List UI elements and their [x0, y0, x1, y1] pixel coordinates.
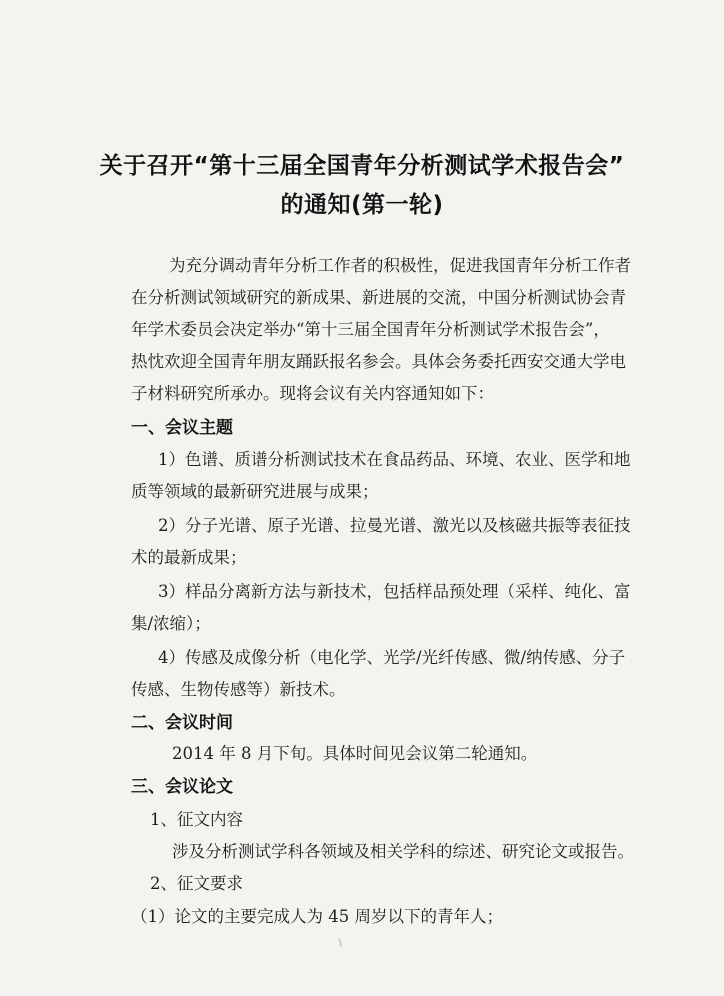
intro-line-2: 在分析测试领域研究的新成果、新进展的交流，中国分析测试协会青: [131, 288, 626, 307]
intro-line-5: 子材料研究所承办。现将会议有关内容通知如下：: [131, 384, 494, 403]
intro-line-4: 热忱欢迎全国青年朋友踊跃报名参会。具体会务委托西安交通大学电: [131, 352, 626, 371]
section-3-requirement-1: （1）论文的主要完成人为 45 周岁以下的青年人；: [131, 907, 503, 926]
document-title-line-1: 关于召开“第十三届全国青年分析测试学术报告会”: [99, 153, 625, 179]
section-1-line-2: 质等领域的最新研究进展与成果；: [131, 482, 379, 501]
section-1-line-3: 2）分子光谱、原子光谱、拉曼光谱、激光以及核磁共振等表征技: [158, 516, 631, 535]
section-1-heading: 一、会议主题: [131, 418, 233, 438]
section-2-text: 2014 年 8 月下旬。具体时间见会议第二轮通知。: [172, 744, 538, 763]
section-3-sub1-label: 1、征文内容: [150, 810, 243, 829]
section-1-line-7: 4）传感及成像分析（电化学、光学/光纤传感、微/纳传感、分子: [158, 648, 626, 667]
document-title-line-2: 的通知(第一轮): [280, 192, 444, 218]
section-2-heading: 二、会议时间: [131, 713, 233, 733]
section-1-line-6: 集/浓缩）；: [131, 614, 211, 633]
section-1-line-1: 1）色谱、质谱分析测试技术在食品药品、环境、农业、医学和地: [158, 450, 631, 469]
section-3-sub1-text: 涉及分析测试学科各领域及相关学科的综述、研究论文或报告。: [172, 842, 634, 861]
section-3-sub2-label: 2、征文要求: [150, 874, 243, 893]
scan-speck: ꝇ: [338, 938, 343, 949]
intro-line-1: 为充分调动青年分析工作者的积极性，促进我国青年分析工作者: [169, 256, 631, 275]
section-1-line-8: 传感、生物传感等）新技术。: [131, 680, 346, 699]
section-1-line-5: 3）样品分离新方法与新技术，包括样品预处理（采样、纯化、富: [158, 582, 631, 601]
section-1-line-4: 术的最新成果；: [131, 548, 247, 567]
intro-line-3: 年学术委员会决定举办“第十三届全国青年分析测试学术报告会”，: [131, 320, 610, 339]
section-3-heading: 三、会议论文: [131, 777, 233, 797]
